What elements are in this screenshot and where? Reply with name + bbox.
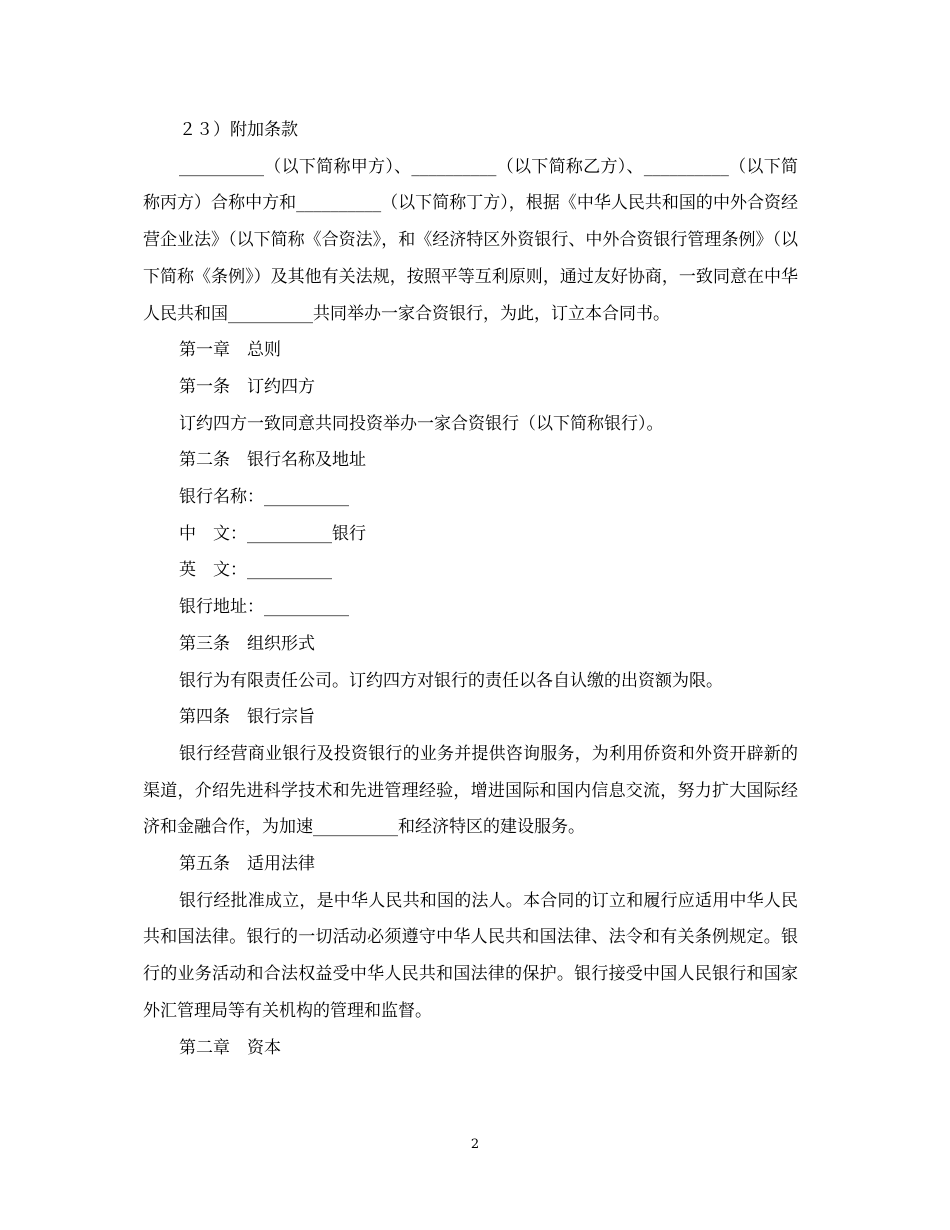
chapter-heading-general: 第一章 总则	[179, 340, 281, 361]
document-body	[143, 112, 798, 1066]
article-body-3: 银行为有限责任公司。订约四方对银行的责任以各自认缴的出资额为限。	[179, 670, 723, 691]
article-body-1: 订约四方一致同意共同投资举办一家合资银行（以下简称银行）。	[179, 413, 664, 434]
bank-name-line: 银行名称：__________	[179, 487, 349, 508]
preamble-paragraph: __________（以下简称甲方）、__________（以下简称乙方）、__________（以下简称丙方）合称中方和__________（以下简称丁方），根据《中华人民共和国的中外合资经营企业法》（以下简称《合资法》，和《经济特区外资银行、中外合资银行管理条例》（以下简称《条例》）及其他有关法规，按照平等互利原则，通过友好协商，一致同意在中华人民共和国__________共同举办一家合资银行，为此，订立本合同书。	[143, 156, 798, 324]
article-heading-2: 第二条 银行名称及地址	[179, 450, 366, 471]
article-heading-1: 第一条 订约四方	[179, 376, 315, 397]
article-body-4: 银行经营商业银行及投资银行的业务并提供咨询服务，为利用侨资和外资开辟新的渠道，介绍先进科学技术和先进管理经验，增进国际和国内信息交流，努力扩大国际经济和金融合作，为加速__________和经济特区的建设服务。	[143, 743, 798, 838]
chapter-heading-capital: 第二章 资本	[179, 1037, 281, 1058]
article-body-5: 银行经批准成立，是中华人民共和国的法人。本合同的订立和履行应适用中华人民共和国法律。银行的一切活动必须遵守中华人民共和国法律、法令和有关条例规定。银行的业务活动和合法权益受中华人民共和国法律的保护。银行接受中国人民银行和国家外汇管理局等有关机构的管理和监督。	[143, 890, 798, 1021]
english-name-line: 英 文：__________	[179, 560, 332, 581]
article-heading-4: 第四条 银行宗旨	[179, 707, 315, 728]
chinese-name-line: 中 文：__________银行	[179, 523, 366, 544]
page-number: 2	[470, 1137, 480, 1152]
article-heading-5: 第五条 适用法律	[179, 854, 315, 875]
clause-heading-appendix: ２３）附加条款	[179, 120, 298, 140]
bank-address-line: 银行地址：__________	[179, 597, 349, 618]
article-heading-3: 第三条 组织形式	[179, 633, 315, 654]
